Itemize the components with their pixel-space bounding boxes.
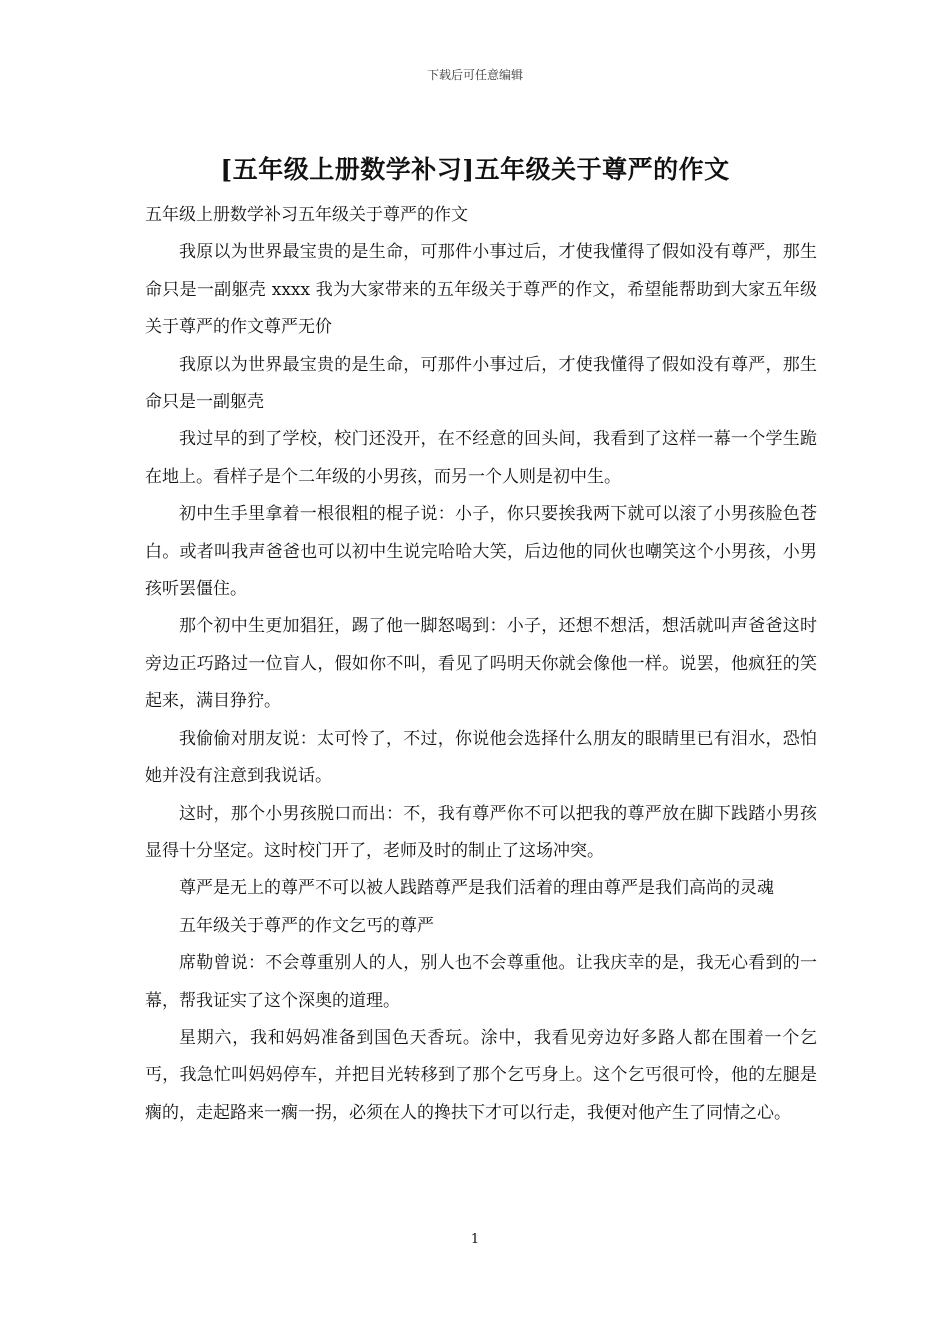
body-paragraph: 初中生手里拿着一根很粗的棍子说：小子，你只要挨我两下就可以滚了小男孩脸色苍白。或者叫我声爸爸也可以初中生说完哈哈大笑，后边他的同伙也嘲笑这个小男孩，小男孩听罢僵住。 <box>145 504 817 600</box>
body-paragraph: 那个初中生更加猖狂，踢了他一脚怒喝到：小子，还想不想活，想活就叫声爸爸这时旁边正巧路过一位盲人，假如你不叫，看见了吗明天你就会像他一样。说罢，他疯狂的笑起来，满目狰狞。 <box>145 616 817 712</box>
body-paragraph: 我偷偷对朋友说：太可怜了，不过，你说他会选择什么朋友的眼睛里已有泪水，恐怕她并没有注意到我说话。 <box>145 728 817 787</box>
body-paragraph: 尊严是无上的尊严不可以被人践踏尊严是我们活着的理由尊严是我们高尚的灵魂 <box>179 878 774 899</box>
body-paragraph: 席勒曾说：不会尊重别人的人，别人也不会尊重他。让我庆幸的是，我无心看到的一幕，帮我证实了这个深奥的道理。 <box>145 953 817 1011</box>
page-number: 1 <box>470 1232 480 1247</box>
body-paragraph: 这时，那个小男孩脱口而出：不，我有尊严你不可以把我的尊严放在脚下践踏小男孩显得十分坚定。这时校门开了，老师及时的制止了这场冲突。 <box>145 803 817 861</box>
header-note: 下载后可任意编辑 <box>426 68 523 82</box>
section-heading: 五年级关于尊严的作文乞丐的尊严 <box>179 915 434 936</box>
body-paragraph: 我原以为世界最宝贵的是生命，可那件小事过后，才使我懂得了假如没有尊严，那生命只是一副躯壳 xxxx 我为大家带来的五年级关于尊严的作文，希望能帮助到大家五年级关于尊严的作文尊严无价 <box>145 242 817 338</box>
subtitle-paragraph: 五年级上册数学补习五年级关于尊严的作文 <box>145 205 468 225</box>
body-paragraph: 我过早的到了学校，校门还没开，在不经意的回头间，我看到了这样一幕一个学生跪在地上。看样子是个二年级的小男孩，而另一个人则是初中生。 <box>145 429 817 487</box>
document-title: [五年级上册数学补习]五年级关于尊严的作文 <box>220 155 730 184</box>
body-paragraph: 星期六，我和妈妈准备到国色天香玩。涂中，我看见旁边好多路人都在围着一个乞丐，我急忙叫妈妈停车，并把目光转移到了那个乞丐身上。这个乞丐很可怜，他的左腿是瘸的，走起路来一瘸一拐，必须在人的搀扶下才可以行走，我便对他产生了同情之心。 <box>145 1027 817 1123</box>
body-paragraph: 我原以为世界最宝贵的是生命，可那件小事过后，才使我懂得了假如没有尊严，那生命只是一副躯壳 <box>145 354 817 413</box>
document-body <box>145 197 817 1132</box>
